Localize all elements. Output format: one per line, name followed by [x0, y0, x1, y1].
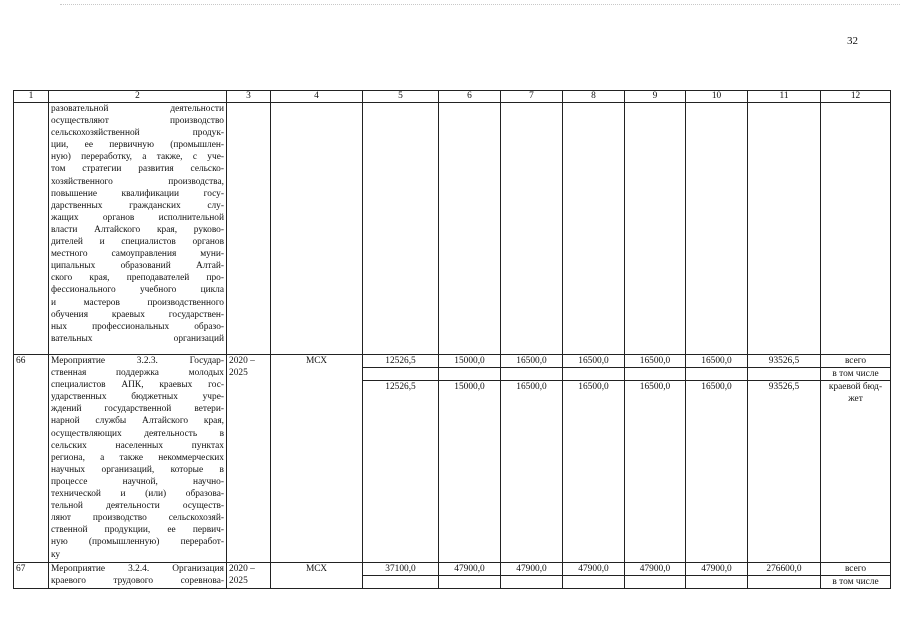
column-header: 3 — [227, 91, 271, 103]
value-cell — [748, 103, 821, 355]
budget-table — [13, 90, 891, 589]
value-cell — [686, 576, 748, 589]
value-cell — [625, 368, 686, 381]
value-cell: 47900,0 — [625, 563, 686, 576]
source-label: краевой бюд- жет — [821, 381, 891, 563]
column-header: 4 — [271, 91, 363, 103]
value-cell: 12526,5 — [363, 381, 439, 563]
value-cell: 93526,5 — [748, 381, 821, 563]
value-cell — [748, 576, 821, 589]
value-cell — [563, 368, 625, 381]
column-header: 12 — [821, 91, 891, 103]
value-cell: 16500,0 — [686, 381, 748, 563]
column-header: 6 — [439, 91, 501, 103]
source-label: всего — [821, 563, 891, 576]
scan-edge-line — [60, 4, 900, 5]
value-cell: 15000,0 — [439, 381, 501, 563]
years: 2020 – 2025 — [227, 355, 271, 563]
source-cell — [821, 103, 891, 355]
source-label: в том числе — [821, 576, 891, 589]
value-cell: 16500,0 — [625, 355, 686, 368]
value-cell: 93526,5 — [748, 355, 821, 368]
value-cell — [439, 576, 501, 589]
years: 2020 – 2025 — [227, 563, 271, 589]
row-number: 67 — [14, 563, 49, 589]
row-number-cell — [14, 103, 49, 355]
value-cell — [625, 576, 686, 589]
table-row-continuation — [14, 103, 891, 355]
value-cell: 276600,0 — [748, 563, 821, 576]
column-header: 2 — [49, 91, 227, 103]
value-cell: 47900,0 — [501, 563, 563, 576]
value-cell — [748, 368, 821, 381]
column-header: 11 — [748, 91, 821, 103]
value-cell: 16500,0 — [501, 381, 563, 563]
years-cell — [227, 103, 271, 355]
value-cell — [625, 103, 686, 355]
header-row — [14, 91, 891, 103]
column-header: 10 — [686, 91, 748, 103]
value-cell — [563, 103, 625, 355]
value-cell: 47900,0 — [439, 563, 501, 576]
column-header: 9 — [625, 91, 686, 103]
measure-text: Мероприятие 3.2.3. Государ- ственная поддержка молодых специалистов АПК, краевых гос- ударственных бюджетных учре- ждений государственной ветери- нарной службы Алтайского края, осуществляющих деятельность в сельских населенных пунктах региона, а также некоммерческих научных организаций, которые в процессе научной, научно- технической и (или) образова- тельной деятельности осуществ- ляют производство сельскохозяй- ственной продукции, ее первич- ную (промышленную) переработ- ку — [49, 355, 227, 563]
measure-text: Мероприятие 3.2.4. Организация краевого трудового соревнова- — [49, 563, 227, 589]
value-cell: 16500,0 — [563, 355, 625, 368]
value-cell: 16500,0 — [625, 381, 686, 563]
value-cell: 12526,5 — [363, 355, 439, 368]
value-cell: 47900,0 — [686, 563, 748, 576]
value-cell — [439, 103, 501, 355]
value-cell — [439, 368, 501, 381]
value-cell: 16500,0 — [686, 355, 748, 368]
executor-cell — [271, 103, 363, 355]
row-number: 66 — [14, 355, 49, 563]
table-row — [14, 563, 891, 576]
value-cell — [686, 368, 748, 381]
table-row — [14, 355, 891, 368]
column-header: 5 — [363, 91, 439, 103]
source-label: в том числе — [821, 368, 891, 381]
value-cell — [501, 576, 563, 589]
measure-text: разовательной деятельности осуществляют производство сельскохозяйственной продук- ции, ее первичную (промышлен- ную) переработку, а также, с уче- том стратегии развития сельско- хозяйственного производства, повышение квалификации госу- дарственных гражданских слу- жащих органов исполнительной власти Алтайского края, руково- дителей и специалистов органов местного самоуправления муни- ципальных образований Алтай- ского края, преподавателей про- фессионального учебного цикла и мастеров производственного обучения краевых государствен- ных профессиональных образо- вательных организаций — [49, 103, 227, 355]
value-cell: 16500,0 — [501, 355, 563, 368]
value-cell — [363, 368, 439, 381]
value-cell — [363, 103, 439, 355]
source-label: всего — [821, 355, 891, 368]
value-cell: 47900,0 — [563, 563, 625, 576]
executor: МСХ — [271, 563, 363, 589]
column-header: 8 — [563, 91, 625, 103]
column-header: 1 — [14, 91, 49, 103]
page-number: 32 — [847, 35, 858, 47]
value-cell — [563, 576, 625, 589]
value-cell: 37100,0 — [363, 563, 439, 576]
value-cell — [501, 368, 563, 381]
value-cell: 16500,0 — [563, 381, 625, 563]
value-cell — [501, 103, 563, 355]
value-cell — [686, 103, 748, 355]
value-cell — [363, 576, 439, 589]
executor: МСХ — [271, 355, 363, 563]
column-header: 7 — [501, 91, 563, 103]
value-cell: 15000,0 — [439, 355, 501, 368]
